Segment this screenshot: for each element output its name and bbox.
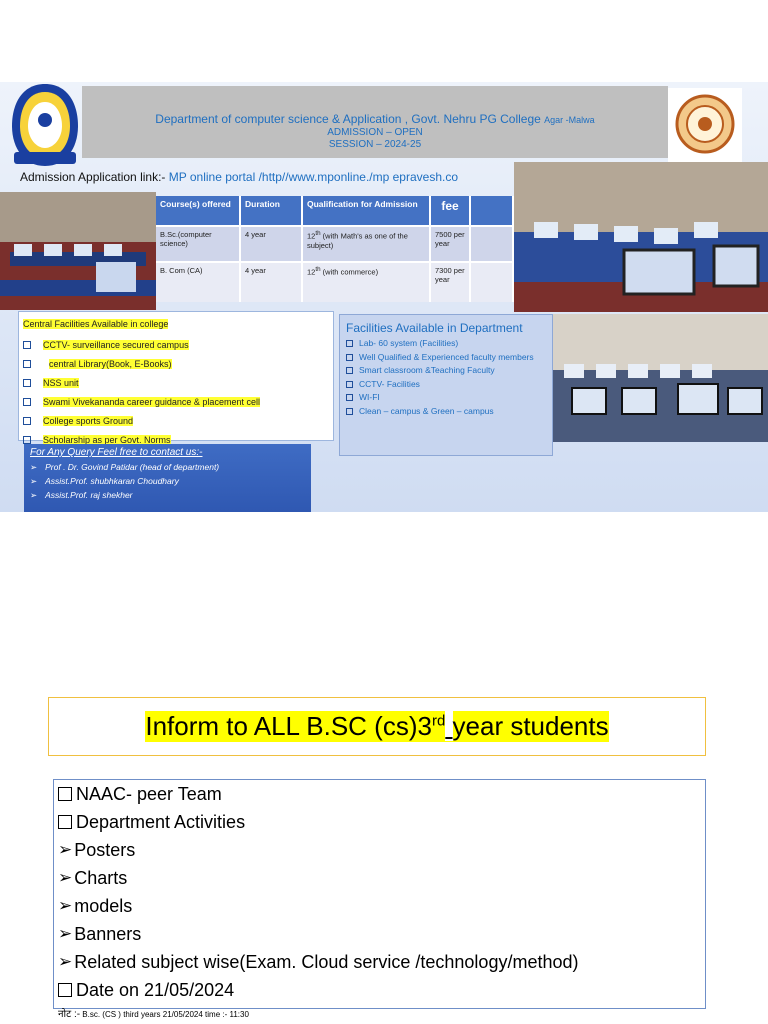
list-item [23, 411, 329, 430]
header-text [82, 112, 668, 151]
facility-text: Well Qualified & Experienced faculty members [359, 351, 534, 362]
facility-text: Swami Vivekananda career guidance & placement cell [43, 396, 260, 407]
footnote-text: B.sc. (CS ) third years 21/05/2024 time :- 11:30 [80, 1010, 249, 1019]
checkbox-bullet-icon [346, 340, 353, 347]
central-facilities-box [18, 311, 334, 445]
checkbox-bullet-icon [23, 379, 31, 387]
list-item [346, 391, 546, 405]
arrow-bullet-icon: ➢ [58, 952, 73, 971]
arrow-bullet-icon: ➢ [58, 924, 73, 943]
admission-link-line [20, 170, 514, 188]
notice-title-audience: year students [452, 711, 609, 741]
notice-item-text: Department Activities [76, 812, 246, 832]
qualification-cell [302, 226, 430, 262]
list-item [58, 780, 701, 808]
arrow-bullet-icon: ➢ [58, 840, 73, 859]
checkbox-bullet-icon [23, 398, 31, 406]
arrow-bullet-icon: ➢ [58, 896, 73, 915]
header-title [82, 112, 668, 127]
session-label: SESSION – 2024-25 [328, 139, 422, 150]
qualification-sup: th [315, 230, 321, 237]
checkbox-bullet-icon [346, 394, 353, 401]
central-facilities-list [23, 335, 329, 449]
list-item [346, 405, 546, 419]
table-row [156, 262, 513, 302]
qualification-rest: (with Math's as one of the subject) [307, 231, 408, 250]
facility-text: central Library(Book, E-Books) [49, 358, 172, 369]
checkbox-bullet-icon [346, 408, 353, 415]
column-header-course: Course(s) offered [156, 196, 240, 226]
checkbox-bullet-icon [58, 983, 72, 997]
duration-cell: 4 year [240, 262, 302, 302]
computer-lab-photo [0, 192, 156, 310]
department-facilities-box [339, 314, 553, 456]
facility-text: College sports Ground [43, 415, 134, 426]
list-item [346, 364, 546, 378]
list-item [58, 808, 701, 836]
notice-item-text: models [74, 896, 133, 916]
fee-cell: 7500 per year [430, 226, 470, 262]
column-header-qualification: Qualification for Admission [302, 196, 430, 226]
college-place: Agar -Malwa [544, 115, 595, 125]
list-item [58, 864, 701, 892]
admission-portal-link[interactable]: MP online portal /http//www.mponline./mp epravesh.co [168, 170, 458, 184]
list-item [58, 948, 701, 976]
department-facilities-list [346, 337, 546, 418]
notice-item-text: NAAC- peer Team [76, 784, 222, 804]
facility-text: WI-FI [359, 392, 380, 402]
list-item [58, 976, 701, 1004]
checkbox-bullet-icon [346, 367, 353, 374]
course-cell: B. Com (CA) [156, 262, 240, 302]
checkbox-bullet-icon [23, 436, 31, 444]
contact-item: ➢ Assist.Prof. shubhkaran Choudhary [30, 474, 305, 488]
qualification-rest: (with commerce) [320, 267, 379, 277]
list-item [23, 354, 329, 373]
facility-text: CCTV- Facilities [359, 378, 420, 389]
facility-text: Scholarship as per Govt. Norms [43, 434, 171, 445]
empty-cell [470, 262, 513, 302]
facility-text: Smart classroom &Teaching Faculty [359, 365, 495, 375]
column-header-fee: fee [430, 196, 470, 226]
facility-text: surveillance secured campus [72, 339, 189, 350]
admission-status: ADMISSION – OPEN [327, 127, 423, 138]
central-facilities-title: Central Facilities Available in college [23, 319, 169, 329]
arrow-bullet-icon: ➢ [58, 868, 73, 887]
contact-item: ➢ Prof . Dr. Govind Patidar (head of department) [30, 460, 305, 474]
fee-cell: 7300 per year [430, 262, 470, 302]
footnote [58, 1006, 249, 1020]
list-item [346, 378, 546, 392]
notice-body [53, 779, 706, 1009]
list-item [58, 836, 701, 864]
college-logo [8, 82, 82, 168]
notice-list [58, 780, 701, 1004]
course-cell: B.Sc.(computer science) [156, 226, 240, 262]
contact-item: ➢ Assist.Prof. raj shekher [30, 488, 305, 502]
facility-text: Lab- 60 system (Facilities) [359, 338, 459, 348]
computer-lab-photo [552, 314, 768, 442]
checkbox-bullet-icon [346, 354, 353, 361]
course-table [156, 196, 514, 302]
checkbox-bullet-icon [346, 381, 353, 388]
notice-title [145, 711, 608, 742]
qualification-cell [302, 262, 430, 302]
list-item [23, 392, 329, 411]
department-facilities-title: Facilities Available in Department [346, 321, 523, 335]
facility-prefix: CCTV- [43, 339, 73, 350]
computer-lab-photo [514, 162, 768, 312]
notice-item-text: Charts [74, 868, 128, 888]
empty-cell [470, 226, 513, 262]
notice-item-text: Date on 21/05/2024 [76, 980, 235, 1000]
contact-title: For Any Query Feel free to contact us:- [30, 447, 203, 458]
qualification-sup: th [315, 266, 321, 273]
checkbox-bullet-icon [23, 341, 31, 349]
duration-cell: 4 year [240, 226, 302, 262]
footnote-label: नोट :- [58, 1009, 81, 1020]
list-item [58, 892, 701, 920]
contact-list [30, 460, 305, 502]
notice-item-text: Banners [74, 924, 142, 944]
notice-title-text: Inform to ALL B.SC (cs)3 [145, 711, 432, 741]
list-item [346, 337, 546, 351]
list-item [23, 373, 329, 392]
checkbox-bullet-icon [58, 787, 72, 801]
notice-item-text: Posters [74, 840, 136, 860]
qualification-base: 12 [307, 231, 316, 241]
table-row [156, 226, 513, 262]
mp-government-emblem [668, 88, 742, 164]
checkbox-bullet-icon [23, 417, 31, 425]
qualification-base: 12 [307, 267, 316, 277]
column-header-empty [470, 196, 513, 226]
facility-text: Clean – campus & Green – campus [359, 405, 494, 416]
checkbox-bullet-icon [58, 815, 72, 829]
notice-item-text: Related subject wise(Exam. Cloud service /technology/method) [74, 952, 579, 972]
admission-poster [0, 82, 768, 512]
list-item [58, 920, 701, 948]
notice-title-box [48, 697, 706, 756]
checkbox-bullet-icon [23, 360, 31, 368]
list-item [23, 335, 329, 354]
facility-text: NSS unit [43, 377, 79, 388]
list-item [346, 351, 546, 365]
admission-link-label: Admission Application link:- [20, 170, 169, 184]
table-header-row [156, 196, 513, 226]
contact-box [24, 444, 311, 512]
column-header-duration: Duration [240, 196, 302, 226]
notice-title-sup: rd [431, 712, 446, 730]
department-title: Department of computer science & Application , Govt. Nehru PG College [155, 112, 541, 126]
